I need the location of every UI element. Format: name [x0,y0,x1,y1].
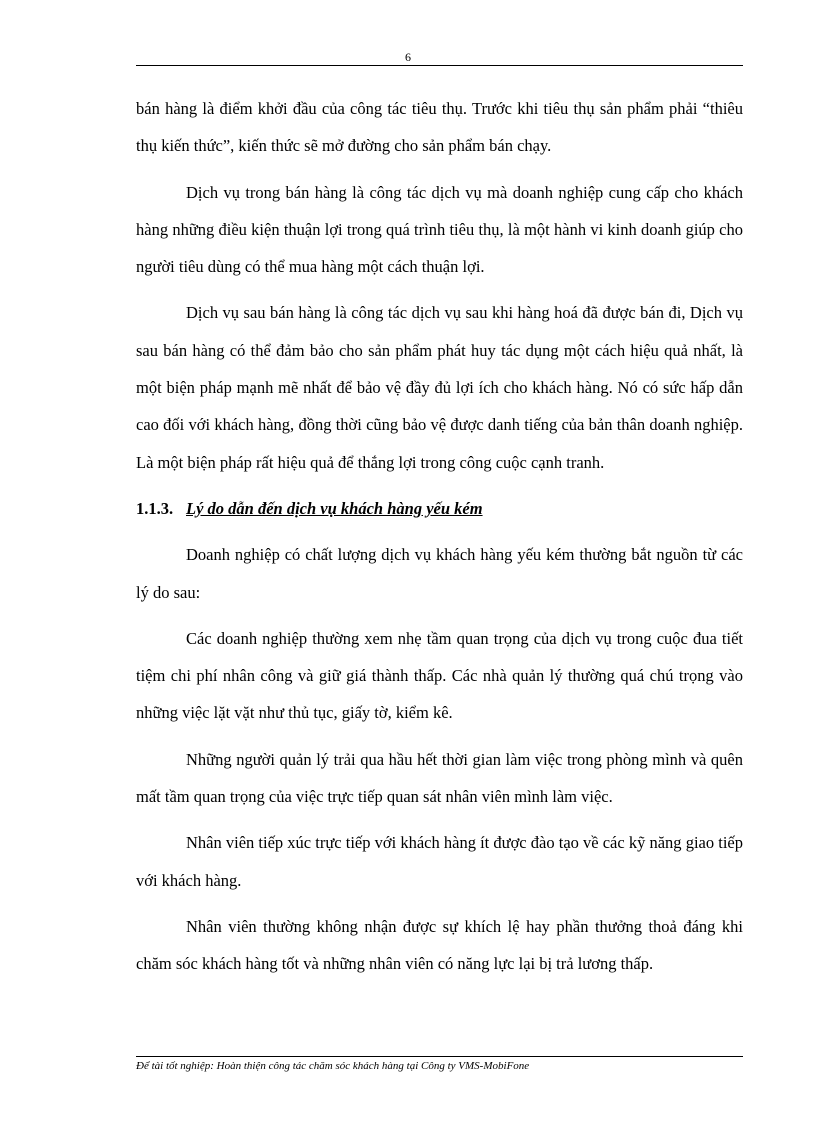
page-number: 6 [405,50,411,64]
section-number: 1.1.3. [136,498,174,518]
paragraph-reason-managers: Những người quản lý trải qua hầu hết thời gian làm việc trong phòng mình và quên mất tầm quan trọng của việc trực tiếp quan sát nhân viên mình làm việc. [136,749,743,807]
paragraph-reason-cost: Các doanh nghiệp thường xem nhẹ tầm quan trọng của dịch vụ trong cuộc đua tiết tiệm chi phí nhân công và giữ giá thành thấp. Các nhà quản lý thường quá chú trọng vào những việc lặt vặt như thủ tục, giấy tờ, kiểm kê. [136,628,743,723]
section-title: Lý do dẫn đến dịch vụ khách hàng yếu kém [186,498,483,518]
paragraph-continuation: bán hàng là điểm khởi đầu của công tác tiêu thụ. Trước khi tiêu thụ sản phẩm phải “thiêu thụ kiến thức”, kiến thức sẽ mở đường cho sản phẩm bán chạy. [136,99,743,156]
footer-rule [136,1056,743,1057]
paragraph-after-sales-service: Dịch vụ sau bán hàng là công tác dịch vụ sau khi hàng hoá đã được bán đi, Dịch vụ sau bán hàng có thể đảm bảo cho sản phẩm phát huy tác dụng một cách hiệu quả nhất, là một biện pháp mạnh mẽ nhất để bảo vệ đầy đủ lợi ích cho khách hàng. Nó có sức hấp dẫn cao đối với khách hàng, đồng thời cũng bảo vệ được danh tiếng của bản thân doanh nghiệp. Là một biện pháp rất hiệu quả để thắng lợi trong công cuộc cạnh tranh. [136,303,743,472]
document-body [136,90,743,992]
paragraph-sales-service: Dịch vụ trong bán hàng là công tác dịch vụ mà doanh nghiệp cung cấp cho khách hàng những điều kiện thuận lợi trong quá trình tiêu thụ, là một hành vi kinh doanh giúp cho người tiêu dùng có thể mua hàng một cách thuận lợi. [136,182,743,277]
paragraph-intro-reasons: Doanh nghiệp có chất lượng dịch vụ khách hàng yếu kém thường bắt nguồn từ các lý do sau: [136,545,743,602]
paragraph-reason-training: Nhân viên tiếp xúc trực tiếp với khách hàng ít được đào tạo về các kỹ năng giao tiếp với khách hàng. [136,833,743,890]
section-heading [136,490,743,527]
footer-text: Để tài tốt nghiệp: Hoàn thiện công tác chăm sóc khách hàng tại Công ty VMS-MobiFone [136,1060,530,1072]
paragraph-reason-rewards: Nhân viên thường không nhận được sự khích lệ hay phần thưởng thoả đáng khi chăm sóc khách hàng tốt và những nhân viên có năng lực lại bị trả lương thấp. [136,916,743,974]
header-rule [136,65,743,66]
